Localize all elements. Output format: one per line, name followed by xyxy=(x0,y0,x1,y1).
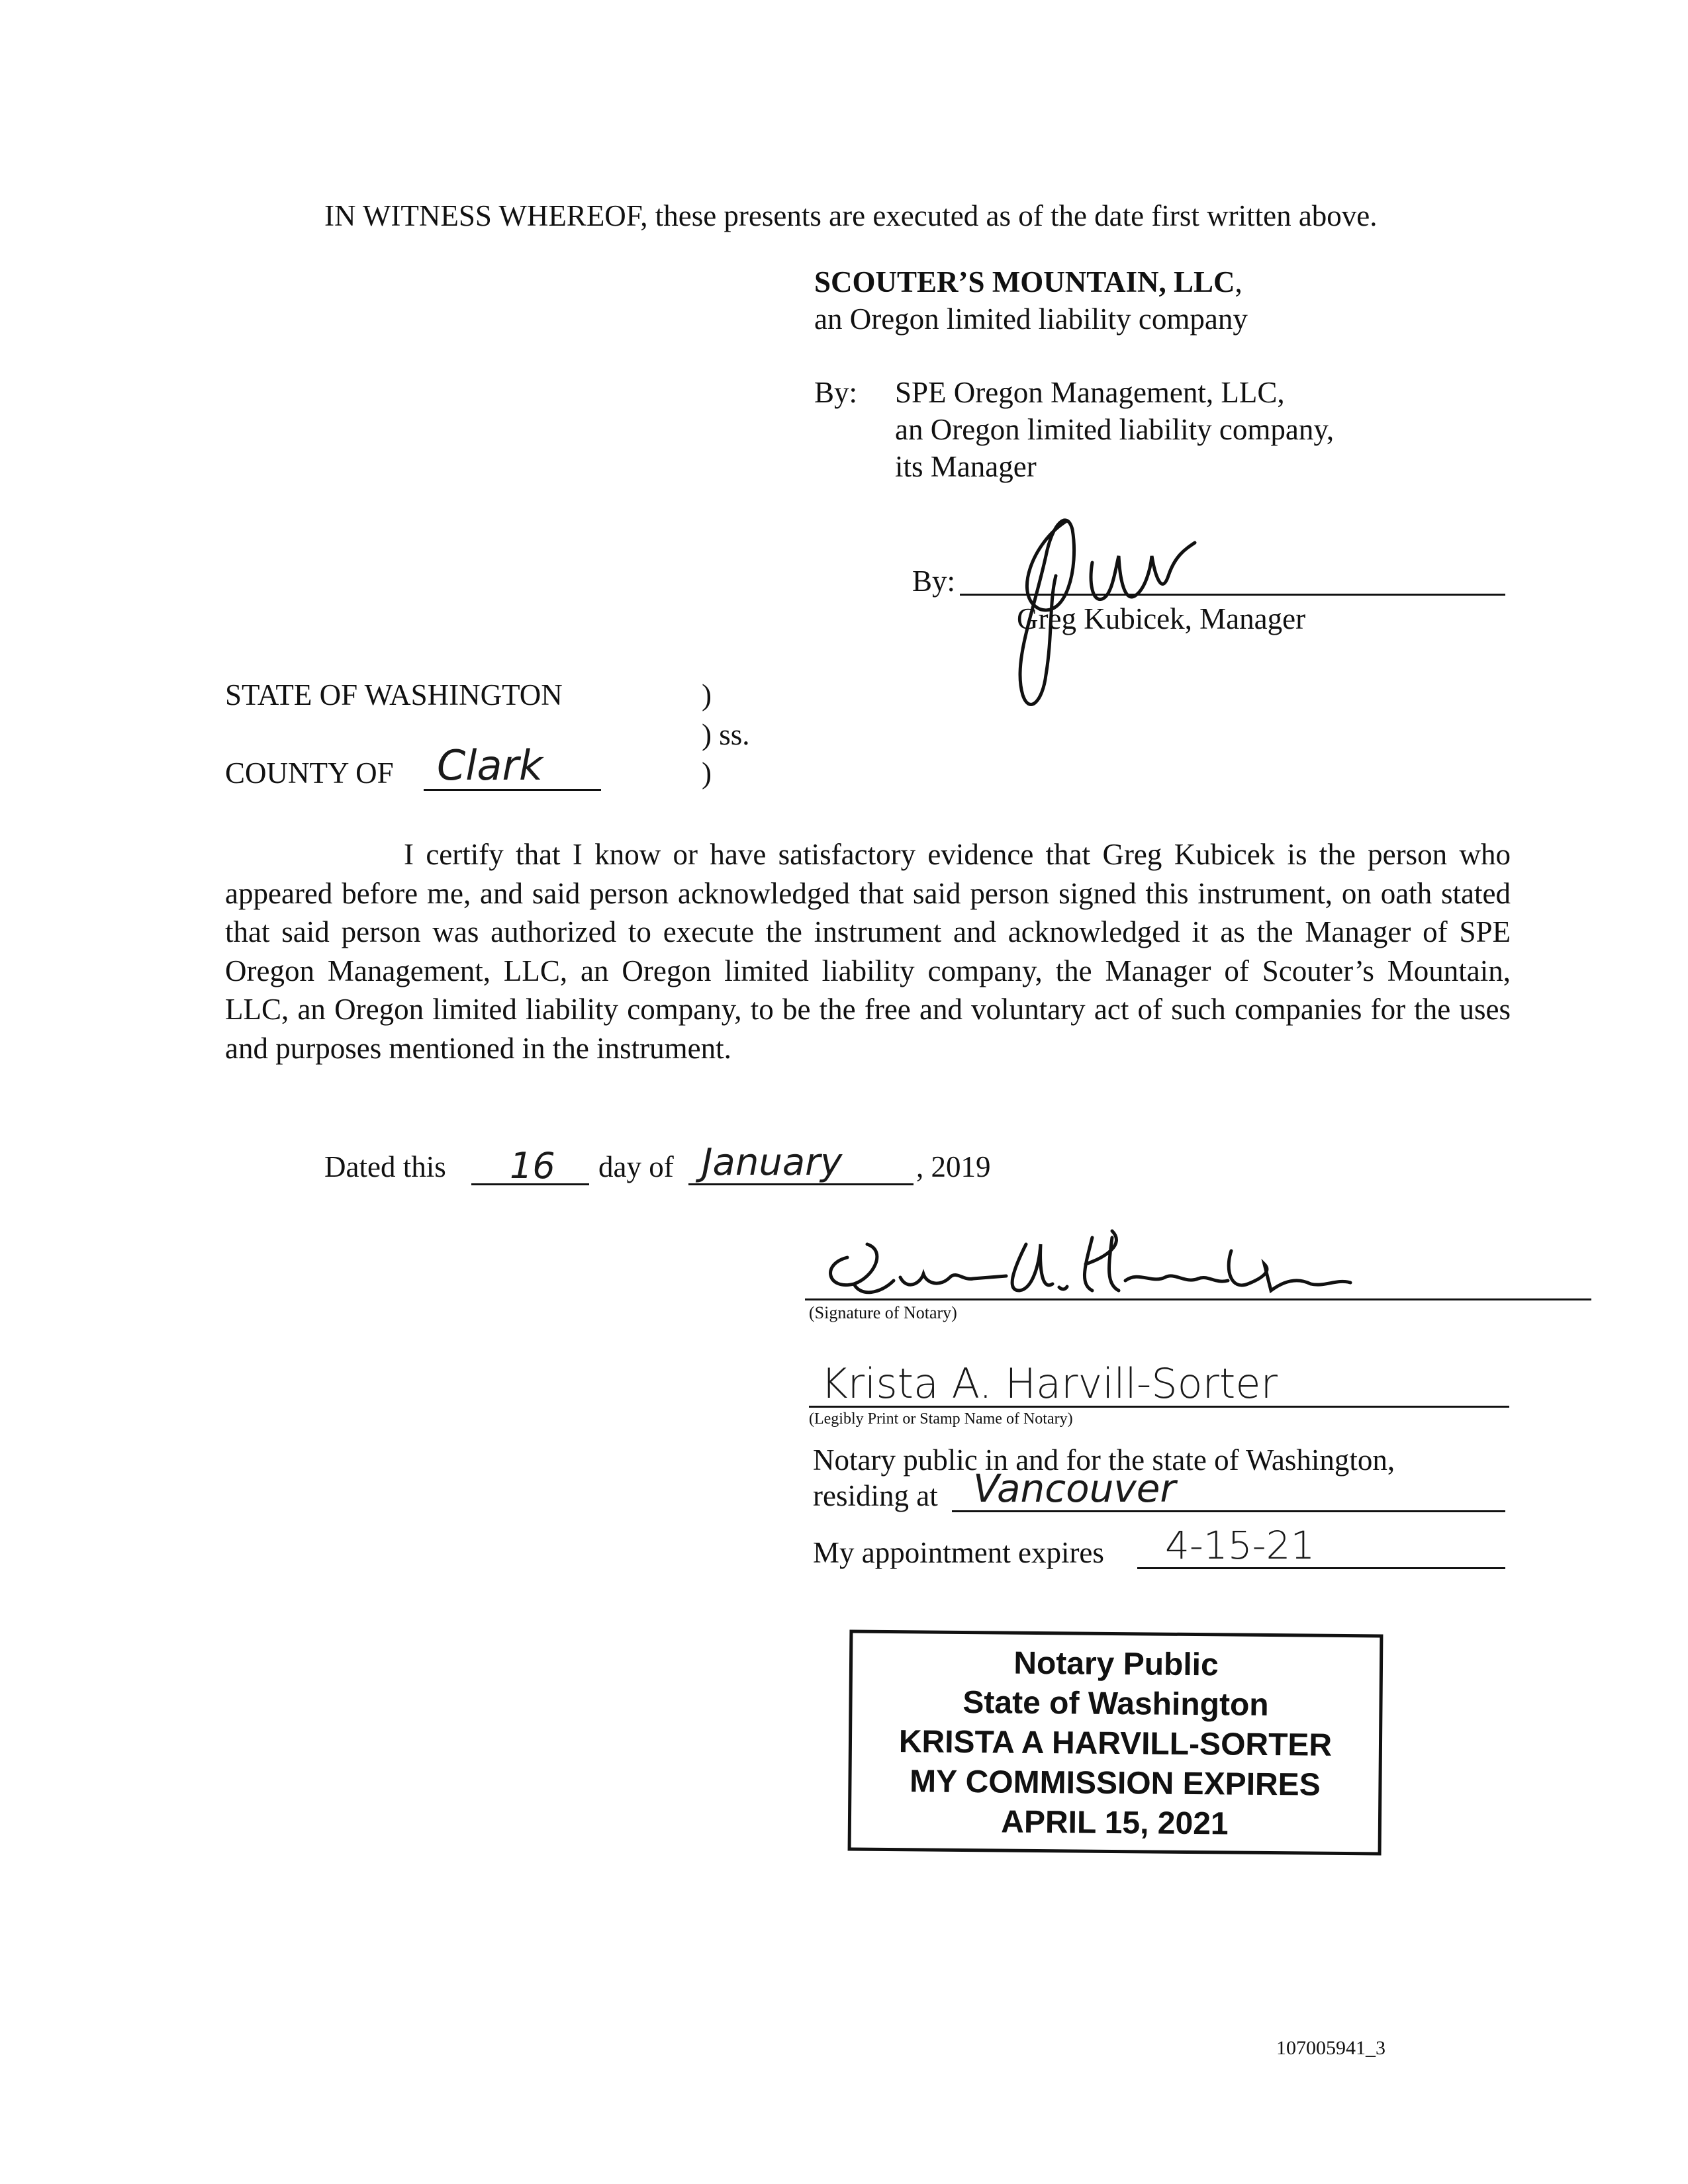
signatory-name: Greg Kubicek, Manager xyxy=(1017,602,1306,635)
grantor-name-line xyxy=(814,263,1243,300)
grantor-by-label: By: xyxy=(814,376,858,409)
residing-label: residing at xyxy=(813,1479,938,1512)
document-number: 107005941_3 xyxy=(1276,2037,1385,2059)
manager-line-3: its Manager xyxy=(895,450,1037,483)
stamp-line-5: APRIL 15, 2021 xyxy=(1001,1804,1229,1842)
stamp-line-3: KRISTA A HARVILL-SORTER xyxy=(898,1724,1333,1763)
residing-value: Vancouver xyxy=(973,1466,1176,1511)
dated-prefix: Dated this xyxy=(324,1150,446,1183)
dated-day-value: 16 xyxy=(510,1145,555,1187)
notary-name-line xyxy=(809,1406,1509,1408)
venue-paren-3: ) xyxy=(702,756,712,790)
grantor-signature-mark xyxy=(993,503,1231,715)
witness-clause: IN WITNESS WHEREOF, these presents are executed as of the date first written above. xyxy=(324,199,1378,232)
notary-printed-name: Krista A. Harvill-Sorter xyxy=(821,1359,1278,1408)
grantor-description: an Oregon limited liability company xyxy=(814,302,1248,336)
venue-state: STATE OF WASHINGTON xyxy=(225,678,563,711)
expires-value: 4-15-21 xyxy=(1165,1523,1315,1568)
stamp-line-1: Notary Public xyxy=(1013,1645,1219,1683)
notary-name-caption: (Legibly Print or Stamp Name of Notary) xyxy=(809,1410,1073,1428)
venue-county-label: COUNTY OF xyxy=(225,756,394,790)
notary-public-line: Notary public in and for the state of Washington, xyxy=(813,1443,1395,1477)
county-value: Clark xyxy=(437,741,543,790)
venue-paren-1: ) xyxy=(702,678,712,711)
manager-line-1: SPE Oregon Management, LLC, xyxy=(895,376,1285,409)
signature-by-label: By: xyxy=(912,565,956,598)
venue-paren-ss: ) ss. xyxy=(702,718,750,751)
dated-mid: day of xyxy=(598,1150,674,1183)
stamp-line-4: MY COMMISSION EXPIRES xyxy=(909,1764,1321,1803)
expires-label: My appointment expires xyxy=(813,1536,1104,1569)
notary-signature-caption: (Signature of Notary) xyxy=(809,1303,957,1322)
stamp-line-2: State of Washington xyxy=(962,1684,1269,1723)
manager-line-2: an Oregon limited liability company, xyxy=(895,413,1335,446)
grantor-name: SCOUTER’S MOUNTAIN, LLC xyxy=(814,265,1235,298)
dated-year: , 2019 xyxy=(916,1150,991,1183)
notary-stamp xyxy=(848,1629,1383,1855)
grantor-name-suffix: , xyxy=(1235,265,1243,298)
notary-signature-line xyxy=(805,1298,1591,1300)
certification-paragraph: I certify that I know or have satisfactory evidence that Greg Kubicek is the person who appeared before me, and said person acknowledged that said person signed this instrument, on oath stated that said person was authorized to execute the instrument and acknowledged it as the Manager of SPE Oregon Management, LLC, an Oregon limited liability company, the Manager of Scouter’s Mountain, LLC, an Oregon limited liability company, to be the free and voluntary act of such companies for the uses and purposes mentioned in the instrument. xyxy=(225,838,1511,1065)
dated-month-value: January xyxy=(702,1141,843,1184)
